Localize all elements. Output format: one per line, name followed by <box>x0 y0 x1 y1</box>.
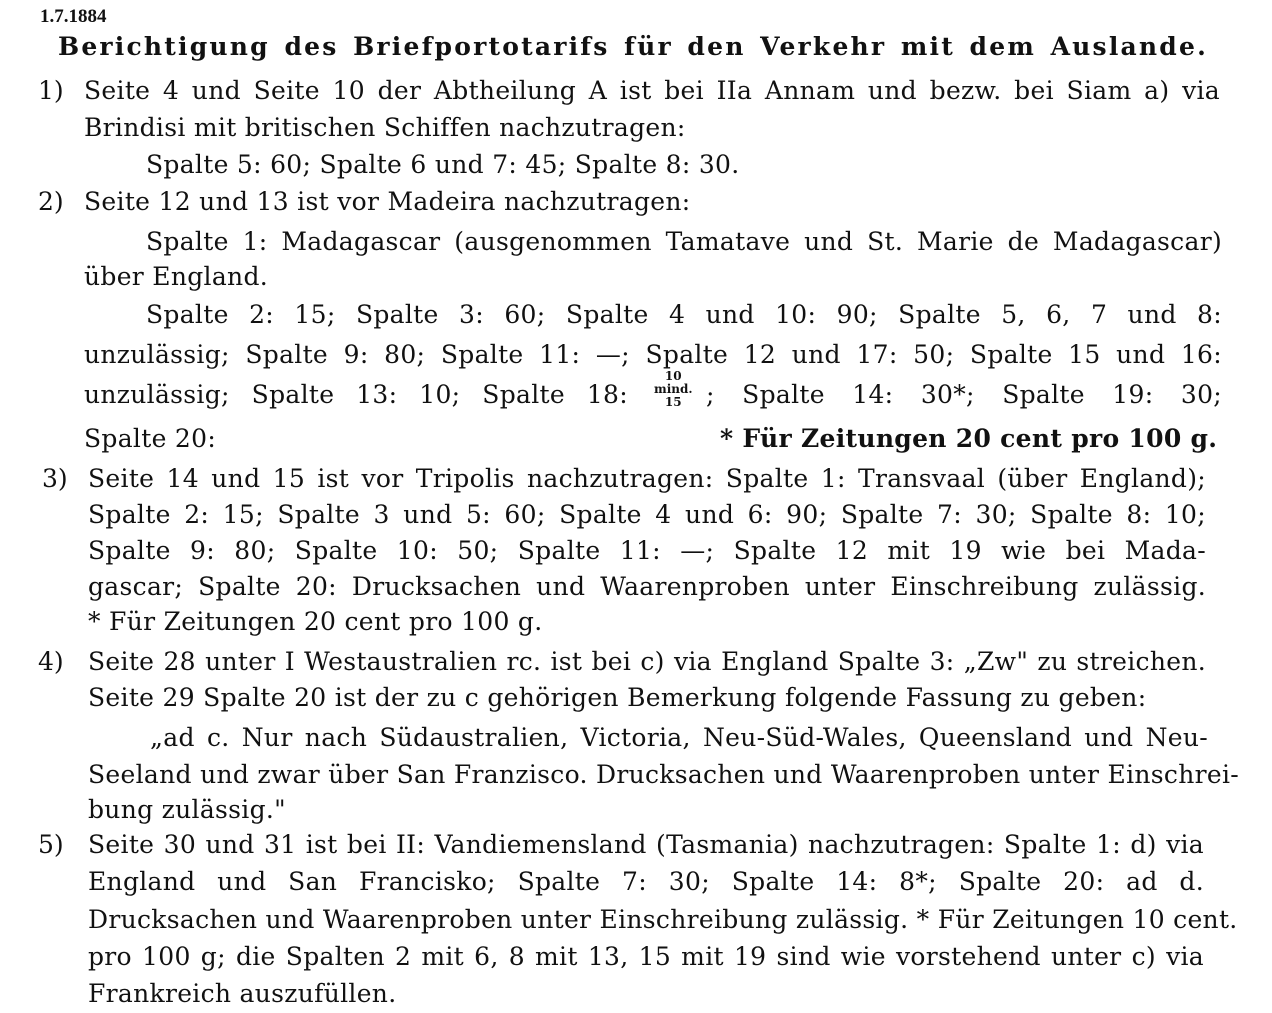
fraction-middle: mind. <box>654 382 693 396</box>
item-4-line-2: Seite 29 Spalte 20 ist der zu c gehörigen Bemerkung folgende Fassung zu geben: <box>88 683 1147 712</box>
item-2-line-3: über England. <box>84 262 269 291</box>
item-4-line-4: Seeland und zwar über San Franzisco. Drucksachen und Waarenproben unter Einschrei- <box>88 760 1239 789</box>
item-5-line-2: England und San Francisko; Spalte 7: 30; Spalte 14: 8*; Spalte 20: ad d. <box>88 867 1204 896</box>
item-5-line-1: Seite 30 und 31 ist bei II: Vandiemensland (Tasmania) nachzutragen: Spalte 1: d) via <box>88 830 1204 859</box>
item-2-line-5: unzulässig; Spalte 9: 80; Spalte 11: —; Spalte 12 und 17: 50; Spalte 15 und 16: <box>84 340 1222 369</box>
item-5-line-5: Frankreich auszufüllen. <box>88 979 397 1008</box>
item-3-line-2: Spalte 2: 15; Spalte 3 und 5: 60; Spalte 4 und 6: 90; Spalte 7: 30; Spalte 8: 10; <box>88 500 1206 529</box>
fraction-top: 10 <box>664 369 682 383</box>
item-3-line-3: Spalte 9: 80; Spalte 10: 50; Spalte 11: —; Spalte 12 mit 19 wie bei Mada- <box>88 536 1206 565</box>
item-1-line-3: Spalte 5: 60; Spalte 6 und 7: 45; Spalte 8: 30. <box>146 150 740 179</box>
item-2-footnote: * Für Zeitungen 20 cent pro 100 g. <box>720 424 1218 453</box>
item-2-line-1: Seite 12 und 13 ist vor Madeira nachzutragen: <box>84 187 691 216</box>
document-date: 1.7.1884 <box>40 6 107 27</box>
item-4-number: 4) <box>38 647 64 676</box>
item-3-line-5: * Für Zeitungen 20 cent pro 100 g. <box>88 607 543 636</box>
item-4-line-1: Seite 28 unter I Westaustralien rc. ist bei c) via England Spalte 3: „Zw" zu streichen. <box>88 647 1206 676</box>
item-4-line-3: „ad c. Nur nach Südaustralien, Victoria, Neu-Süd-Wales, Queensland und Neu- <box>150 723 1208 752</box>
item-5-line-3: Drucksachen und Waarenproben unter Einschreibung zulässig. * Für Zeitungen 10 cent. <box>88 905 1238 934</box>
document-title: Berichtigung des Briefportotarifs für den Verkehr mit dem Auslande. <box>58 32 1208 61</box>
item-1-line-1: Seite 4 und Seite 10 der Abtheilung A ist bei IIa Annam und bezw. bei Siam a) via <box>84 76 1220 105</box>
item-4-line-5: bung zulässig." <box>88 795 286 824</box>
item-2-line-6: unzulässig; Spalte 13: 10; Spalte 18: <box>84 380 628 409</box>
item-1-number: 1) <box>38 76 64 105</box>
item-2-line-7: ; Spalte 14: 30*; Spalte 19: 30; <box>706 380 1222 409</box>
item-2-number: 2) <box>38 187 64 216</box>
fraction-ten-mind-fifteen <box>654 370 693 409</box>
fraction-bottom: 15 <box>664 395 682 409</box>
item-3-line-4: gascar; Spalte 20: Drucksachen und Waarenproben unter Einschreibung zulässig. <box>88 572 1206 601</box>
item-3-line-1: Seite 14 und 15 ist vor Tripolis nachzutragen: Spalte 1: Transvaal (über England); <box>88 464 1206 493</box>
item-5-line-4: pro 100 g; die Spalten 2 mit 6, 8 mit 13, 15 mit 19 sind wie vorstehend unter c) via <box>88 942 1204 971</box>
item-3-number: 3) <box>42 464 68 493</box>
item-5-number: 5) <box>38 830 64 859</box>
item-2-line-2: Spalte 1: Madagascar (ausgenommen Tamatave und St. Marie de Madagascar) <box>146 227 1222 256</box>
item-2-line-4: Spalte 2: 15; Spalte 3: 60; Spalte 4 und 10: 90; Spalte 5, 6, 7 und 8: <box>146 300 1222 329</box>
item-2-line-8: Spalte 20: <box>84 424 217 453</box>
item-1-line-2: Brindisi mit britischen Schiffen nachzutragen: <box>84 113 686 142</box>
